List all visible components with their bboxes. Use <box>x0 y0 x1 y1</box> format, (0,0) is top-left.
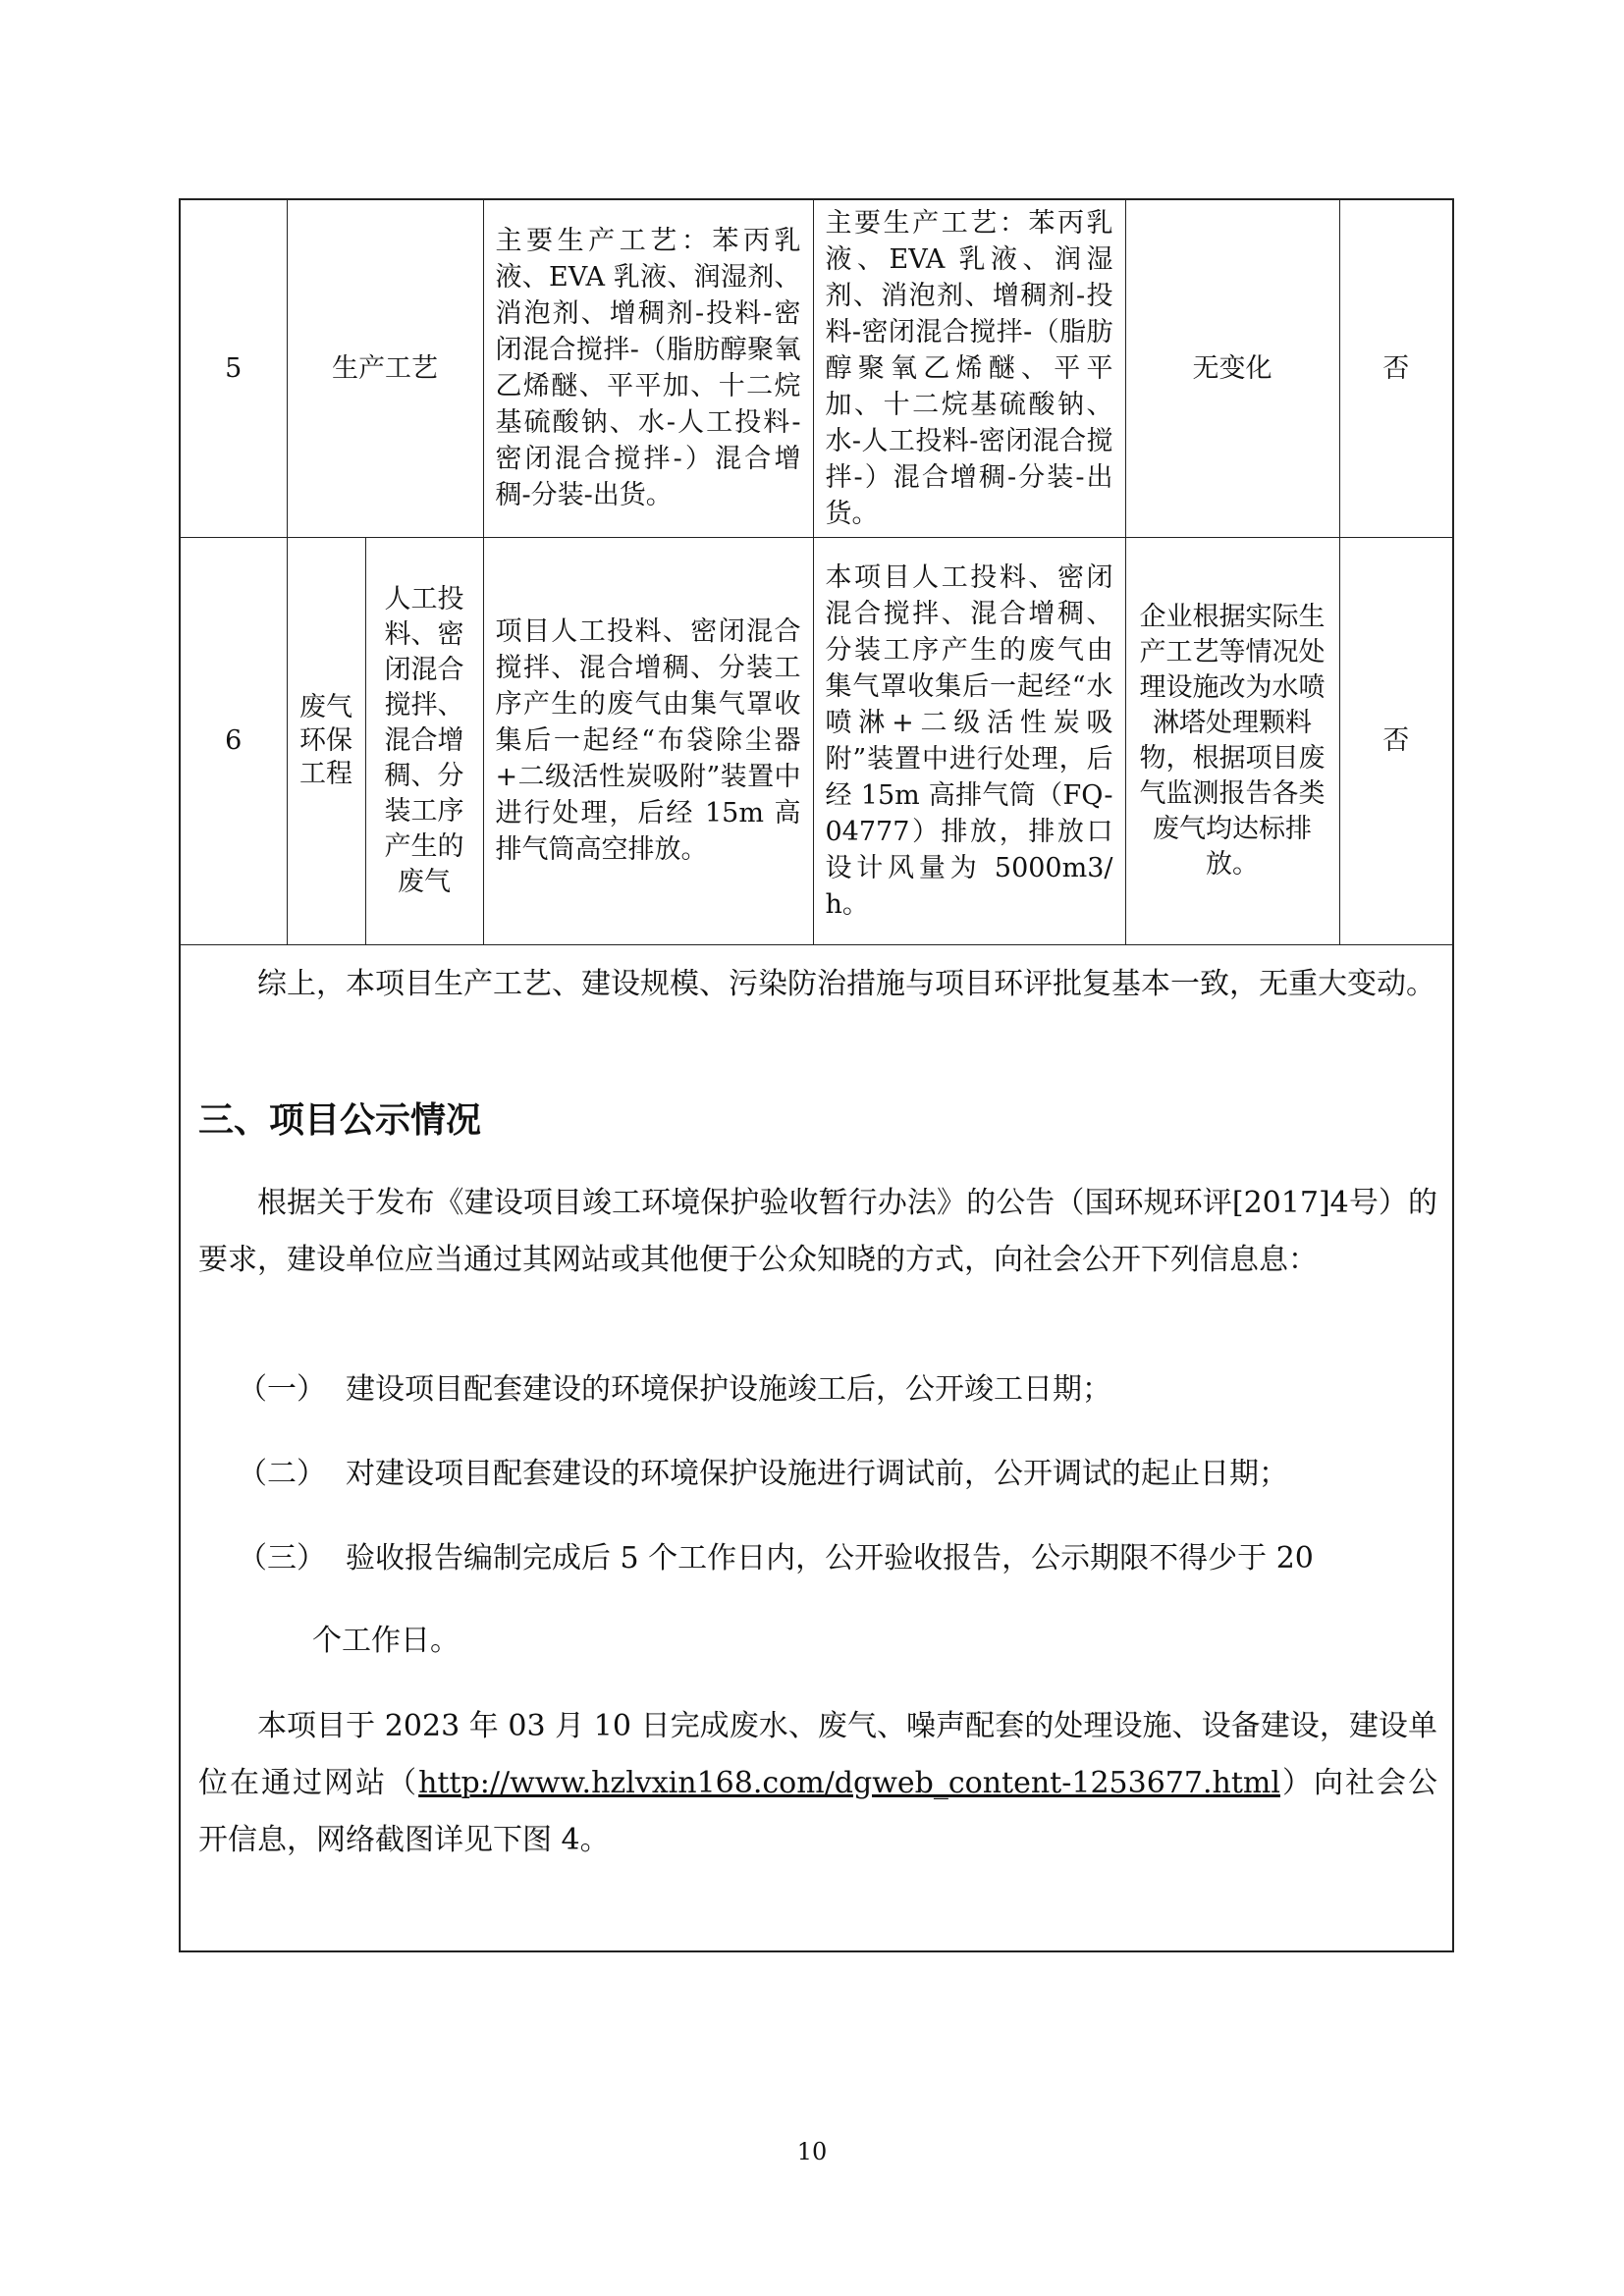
eia-content: 主要生产工艺：苯丙乳液、EVA 乳液、润湿剂、消泡剂、增稠剂-投料-密闭混合搅拌-（脂肪醇聚氧乙烯醚、平平加、十二烷基硫酸钠、水-人工投料-密闭混合搅拌-）混合增稠-分装-出货。 <box>483 200 813 537</box>
eia-content: 项目人工投料、密闭混合搅拌、混合增稠、分装工序产生的废气由集气罩收集后一起经“布袋除尘器+二级活性炭吸附”装置中进行处理，后经 15m 高排气筒高空排放。 <box>483 537 813 944</box>
major-change: 否 <box>1339 200 1452 537</box>
list-item <box>198 1446 1437 1503</box>
row-number: 5 <box>181 200 287 537</box>
table-row <box>181 200 1452 537</box>
item-name: 人工投料、密闭混合搅拌、混合增稠、分装工序产生的废气 <box>365 537 483 944</box>
final-paragraph <box>198 1698 1437 1869</box>
website-link[interactable]: http://www.hzlvxin168.com/dgweb_content-1253677.html <box>418 1766 1280 1800</box>
final-text-post: ）向社会公开信息，网络截图详见下图 4。 <box>198 1766 1437 1857</box>
list-item <box>198 1530 1437 1587</box>
actual-content: 主要生产工艺：苯丙乳液、EVA 乳液、润湿剂、消泡剂、增稠剂-投料-密闭混合搅拌-（脂肪醇聚氧乙烯醚、平平加、十二烷基硫酸钠、水-人工投料-密闭混合搅拌-）混合增稠-分装-出货。 <box>813 200 1125 537</box>
page-number: 10 <box>796 2138 828 2165</box>
summary-paragraph: 综上，本项目生产工艺、建设规模、污染防治措施与项目环评批复基本一致，无重大变动。 <box>257 967 1435 1001</box>
content-frame <box>179 198 1454 1952</box>
table-row <box>181 537 1452 944</box>
final-text-pre: 本项目于 2023 年 03 月 10 日完成废水、废气、噪声配套的处理设施、设备建设，建设单位在通过网站（ <box>198 1709 1437 1800</box>
list-text: 建设项目配套建设的环境保护设施竣工后，公开竣工日期； <box>346 1372 1111 1407</box>
section-heading: 三、项目公示情况 <box>198 1100 482 1141</box>
change-note: 无变化 <box>1125 200 1339 537</box>
list-text: 对建设项目配套建设的环境保护设施进行调试前，公开调试的起止日期； <box>346 1457 1288 1491</box>
actual-content: 本项目人工投料、密闭混合搅拌、混合增稠、分装工序产生的废气由集气罩收集后一起经“水喷淋+二级活性炭吸附”装置中进行处理，后经 15m 高排气筒（FQ-04777）排放，排放口设计风量为 5000m3/h。 <box>813 537 1125 944</box>
list-marker: （二） <box>238 1457 326 1491</box>
major-change: 否 <box>1339 537 1452 944</box>
list-text: 验收报告编制完成后 5 个工作日内，公开验收报告，公示期限不得少于 20 <box>346 1541 1314 1575</box>
list-marker: （三） <box>238 1541 326 1575</box>
category-name: 废气环保工程 <box>287 537 365 944</box>
item-name: 生产工艺 <box>287 200 483 537</box>
comparison-table <box>181 200 1452 945</box>
list-marker: （一） <box>238 1372 326 1407</box>
list-item-continuation: 个工作日。 <box>312 1624 460 1658</box>
row-number: 6 <box>181 537 287 944</box>
intro-paragraph: 根据关于发布《建设项目竣工环境保护验收暂行办法》的公告（国环规环评[2017]4号）的要求，建设单位应当通过其网站或其他便于公众知晓的方式，向社会公开下列信息息： <box>198 1186 1437 1277</box>
list-item <box>198 1362 1437 1418</box>
change-note: 企业根据实际生产工艺等情况处理设施改为水喷淋塔处理颗料物，根据项目废气监测报告各类废气均达标排放。 <box>1125 537 1339 944</box>
